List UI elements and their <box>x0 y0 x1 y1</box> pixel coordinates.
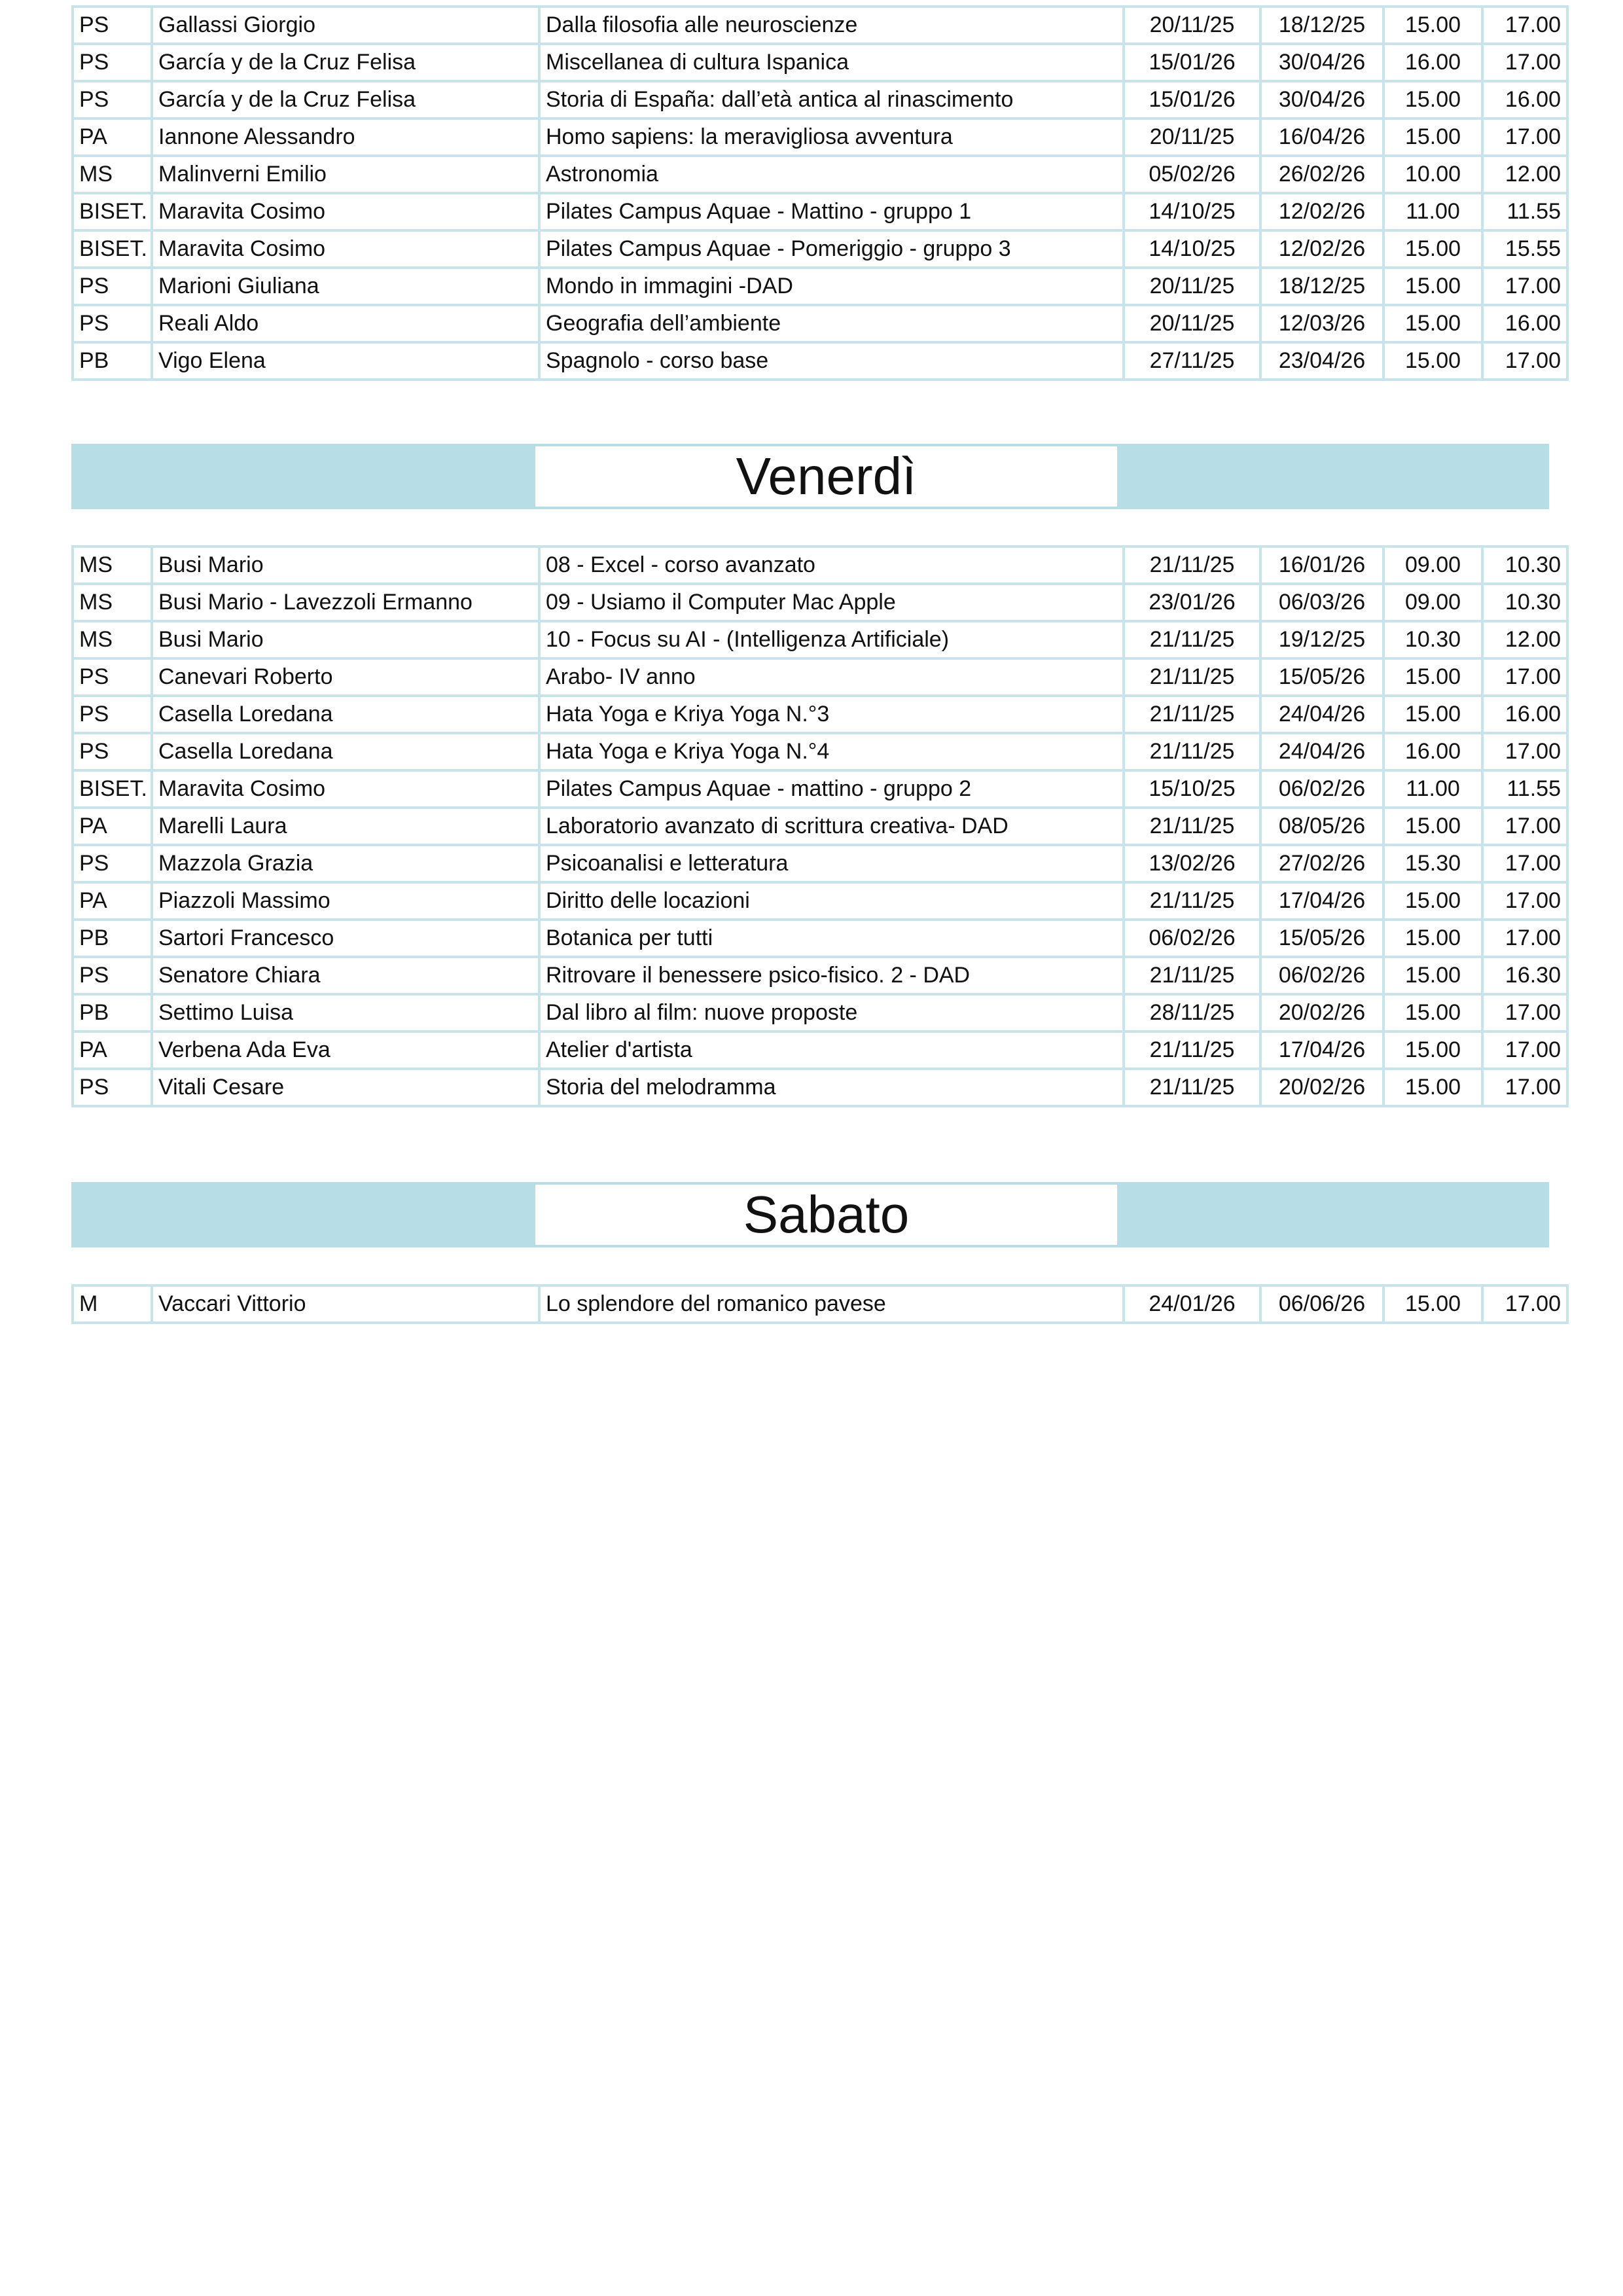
end-time-cell: 16.00 <box>1482 696 1567 733</box>
end-time-cell: 17.00 <box>1482 342 1567 380</box>
table-row <box>73 7 1567 44</box>
end-date-cell: 08/05/26 <box>1260 808 1383 845</box>
end-date-cell: 12/02/26 <box>1260 193 1383 230</box>
table-row <box>73 621 1567 658</box>
start-time-cell: 15.00 <box>1383 342 1482 380</box>
teacher-cell: Busi Mario <box>152 547 539 584</box>
teacher-cell: Sartori Francesco <box>152 920 539 957</box>
end-time-cell: 17.00 <box>1482 733 1567 770</box>
course-title-cell: Botanica per tutti <box>539 920 1124 957</box>
teacher-cell: Casella Loredana <box>152 696 539 733</box>
start-date-cell: 20/11/25 <box>1124 268 1260 305</box>
category-code-cell: PA <box>73 118 152 156</box>
table-row <box>73 44 1567 81</box>
table-row <box>73 342 1567 380</box>
schedule-table-top <box>71 5 1561 381</box>
start-time-cell: 15.00 <box>1383 957 1482 994</box>
table-row <box>73 118 1567 156</box>
start-time-cell: 11.00 <box>1383 770 1482 808</box>
course-title-cell: Arabo- IV anno <box>539 658 1124 696</box>
course-title-cell: Laboratorio avanzato di scrittura creativa- DAD <box>539 808 1124 845</box>
end-date-cell: 30/04/26 <box>1260 81 1383 118</box>
category-code-cell: MS <box>73 547 152 584</box>
teacher-cell: Verbena Ada Eva <box>152 1031 539 1069</box>
end-time-cell: 11.55 <box>1482 770 1567 808</box>
teacher-cell: Piazzoli Massimo <box>152 882 539 920</box>
start-date-cell: 21/11/25 <box>1124 1069 1260 1106</box>
end-time-cell: 17.00 <box>1482 1069 1567 1106</box>
start-time-cell: 15.00 <box>1383 920 1482 957</box>
table-row <box>73 957 1567 994</box>
end-date-cell: 12/02/26 <box>1260 230 1383 268</box>
start-time-cell: 15.00 <box>1383 7 1482 44</box>
teacher-cell: Vaccari Vittorio <box>152 1285 539 1323</box>
end-time-cell: 17.00 <box>1482 268 1567 305</box>
table-row <box>73 584 1567 621</box>
course-title-cell: Pilates Campus Aquae - Pomeriggio - gruppo 3 <box>539 230 1124 268</box>
teacher-cell: Iannone Alessandro <box>152 118 539 156</box>
end-date-cell: 26/02/26 <box>1260 156 1383 193</box>
teacher-cell: Marelli Laura <box>152 808 539 845</box>
table-row <box>73 81 1567 118</box>
start-date-cell: 21/11/25 <box>1124 733 1260 770</box>
start-time-cell: 15.00 <box>1383 808 1482 845</box>
teacher-cell: Canevari Roberto <box>152 658 539 696</box>
category-code-cell: MS <box>73 584 152 621</box>
end-time-cell: 16.00 <box>1482 81 1567 118</box>
end-date-cell: 16/04/26 <box>1260 118 1383 156</box>
category-code-cell: PS <box>73 957 152 994</box>
course-title-cell: Hata Yoga e Kriya Yoga N.°4 <box>539 733 1124 770</box>
end-time-cell: 17.00 <box>1482 1285 1567 1323</box>
end-date-cell: 17/04/26 <box>1260 882 1383 920</box>
schedule-table-venerdi <box>71 545 1561 1107</box>
table-row <box>73 733 1567 770</box>
teacher-cell: Senatore Chiara <box>152 957 539 994</box>
start-date-cell: 21/11/25 <box>1124 696 1260 733</box>
end-time-cell: 11.55 <box>1482 193 1567 230</box>
category-code-cell: MS <box>73 156 152 193</box>
category-code-cell: PA <box>73 882 152 920</box>
start-time-cell: 10.00 <box>1383 156 1482 193</box>
course-title-cell: Lo splendore del romanico pavese <box>539 1285 1124 1323</box>
course-title-cell: 08 - Excel - corso avanzato <box>539 547 1124 584</box>
category-code-cell: PS <box>73 658 152 696</box>
start-time-cell: 15.00 <box>1383 994 1482 1031</box>
start-time-cell: 15.30 <box>1383 845 1482 882</box>
table-row <box>73 994 1567 1031</box>
teacher-cell: Marioni Giuliana <box>152 268 539 305</box>
course-title-cell: Geografia dell’ambiente <box>539 305 1124 342</box>
start-date-cell: 28/11/25 <box>1124 994 1260 1031</box>
end-date-cell: 23/04/26 <box>1260 342 1383 380</box>
course-title-cell: 10 - Focus su AI - (Intelligenza Artificiale) <box>539 621 1124 658</box>
end-date-cell: 24/04/26 <box>1260 733 1383 770</box>
day-title: Venerdì <box>535 446 1117 507</box>
table-row <box>73 1031 1567 1069</box>
start-time-cell: 10.30 <box>1383 621 1482 658</box>
day-header-sabato <box>71 1182 1549 1247</box>
teacher-cell: Settimo Luisa <box>152 994 539 1031</box>
course-title-cell: Ritrovare il benessere psico-fisico. 2 - DAD <box>539 957 1124 994</box>
end-date-cell: 06/02/26 <box>1260 770 1383 808</box>
course-title-cell: Pilates Campus Aquae - mattino - gruppo 2 <box>539 770 1124 808</box>
category-code-cell: PA <box>73 808 152 845</box>
start-time-cell: 15.00 <box>1383 81 1482 118</box>
day-header-venerdi <box>71 444 1549 509</box>
end-date-cell: 19/12/25 <box>1260 621 1383 658</box>
table-row <box>73 845 1567 882</box>
start-date-cell: 15/10/25 <box>1124 770 1260 808</box>
start-date-cell: 27/11/25 <box>1124 342 1260 380</box>
category-code-cell: PB <box>73 994 152 1031</box>
start-time-cell: 11.00 <box>1383 193 1482 230</box>
end-time-cell: 17.00 <box>1482 7 1567 44</box>
end-time-cell: 12.00 <box>1482 621 1567 658</box>
teacher-cell: Casella Loredana <box>152 733 539 770</box>
end-time-cell: 17.00 <box>1482 1031 1567 1069</box>
category-code-cell: PS <box>73 268 152 305</box>
table-row <box>73 808 1567 845</box>
end-time-cell: 17.00 <box>1482 882 1567 920</box>
category-code-cell: M <box>73 1285 152 1323</box>
category-code-cell: PS <box>73 44 152 81</box>
end-time-cell: 17.00 <box>1482 920 1567 957</box>
table-row <box>73 920 1567 957</box>
course-title-cell: 09 - Usiamo il Computer Mac Apple <box>539 584 1124 621</box>
end-date-cell: 24/04/26 <box>1260 696 1383 733</box>
start-date-cell: 06/02/26 <box>1124 920 1260 957</box>
start-time-cell: 16.00 <box>1383 44 1482 81</box>
start-date-cell: 20/11/25 <box>1124 7 1260 44</box>
course-title-cell: Dal libro al film: nuove proposte <box>539 994 1124 1031</box>
end-date-cell: 27/02/26 <box>1260 845 1383 882</box>
start-date-cell: 14/10/25 <box>1124 230 1260 268</box>
end-time-cell: 15.55 <box>1482 230 1567 268</box>
start-date-cell: 21/11/25 <box>1124 621 1260 658</box>
teacher-cell: Reali Aldo <box>152 305 539 342</box>
end-date-cell: 20/02/26 <box>1260 994 1383 1031</box>
start-time-cell: 15.00 <box>1383 1285 1482 1323</box>
category-code-cell: PB <box>73 342 152 380</box>
start-time-cell: 09.00 <box>1383 584 1482 621</box>
end-time-cell: 16.00 <box>1482 305 1567 342</box>
end-date-cell: 18/12/25 <box>1260 7 1383 44</box>
start-time-cell: 15.00 <box>1383 658 1482 696</box>
category-code-cell: PS <box>73 81 152 118</box>
table-row <box>73 882 1567 920</box>
table-row <box>73 230 1567 268</box>
start-time-cell: 15.00 <box>1383 305 1482 342</box>
teacher-cell: Busi Mario <box>152 621 539 658</box>
start-date-cell: 21/11/25 <box>1124 547 1260 584</box>
start-date-cell: 21/11/25 <box>1124 957 1260 994</box>
course-title-cell: Storia di España: dall’età antica al rinascimento <box>539 81 1124 118</box>
start-date-cell: 15/01/26 <box>1124 81 1260 118</box>
start-date-cell: 21/11/25 <box>1124 658 1260 696</box>
course-title-cell: Pilates Campus Aquae - Mattino - gruppo 1 <box>539 193 1124 230</box>
course-table <box>71 1284 1569 1324</box>
category-code-cell: BISET. <box>73 770 152 808</box>
course-title-cell: Mondo in immagini -DAD <box>539 268 1124 305</box>
start-time-cell: 15.00 <box>1383 1031 1482 1069</box>
table-row <box>73 658 1567 696</box>
category-code-cell: PS <box>73 733 152 770</box>
end-date-cell: 16/01/26 <box>1260 547 1383 584</box>
start-date-cell: 20/11/25 <box>1124 118 1260 156</box>
course-title-cell: Spagnolo - corso base <box>539 342 1124 380</box>
end-date-cell: 17/04/26 <box>1260 1031 1383 1069</box>
category-code-cell: PS <box>73 1069 152 1106</box>
course-title-cell: Astronomia <box>539 156 1124 193</box>
course-title-cell: Atelier d'artista <box>539 1031 1124 1069</box>
end-time-cell: 12.00 <box>1482 156 1567 193</box>
end-time-cell: 17.00 <box>1482 845 1567 882</box>
table-row <box>73 696 1567 733</box>
start-date-cell: 21/11/25 <box>1124 1031 1260 1069</box>
start-date-cell: 14/10/25 <box>1124 193 1260 230</box>
teacher-cell: García y de la Cruz Felisa <box>152 44 539 81</box>
table-row <box>73 547 1567 584</box>
teacher-cell: Busi Mario - Lavezzoli Ermanno <box>152 584 539 621</box>
end-time-cell: 17.00 <box>1482 994 1567 1031</box>
end-time-cell: 10.30 <box>1482 547 1567 584</box>
start-time-cell: 15.00 <box>1383 118 1482 156</box>
category-code-cell: BISET. <box>73 230 152 268</box>
category-code-cell: MS <box>73 621 152 658</box>
table-row <box>73 156 1567 193</box>
day-title: Sabato <box>535 1185 1117 1245</box>
start-time-cell: 15.00 <box>1383 882 1482 920</box>
end-time-cell: 10.30 <box>1482 584 1567 621</box>
table-row <box>73 1069 1567 1106</box>
start-time-cell: 09.00 <box>1383 547 1482 584</box>
table-row <box>73 193 1567 230</box>
category-code-cell: BISET. <box>73 193 152 230</box>
course-title-cell: Dalla filosofia alle neuroscienze <box>539 7 1124 44</box>
start-date-cell: 15/01/26 <box>1124 44 1260 81</box>
category-code-cell: PA <box>73 1031 152 1069</box>
start-date-cell: 20/11/25 <box>1124 305 1260 342</box>
end-date-cell: 20/02/26 <box>1260 1069 1383 1106</box>
end-time-cell: 17.00 <box>1482 44 1567 81</box>
category-code-cell: PB <box>73 920 152 957</box>
start-date-cell: 23/01/26 <box>1124 584 1260 621</box>
end-date-cell: 15/05/26 <box>1260 658 1383 696</box>
end-date-cell: 06/03/26 <box>1260 584 1383 621</box>
teacher-cell: Vigo Elena <box>152 342 539 380</box>
teacher-cell: Maravita Cosimo <box>152 770 539 808</box>
table-row <box>73 770 1567 808</box>
end-date-cell: 30/04/26 <box>1260 44 1383 81</box>
table-row <box>73 268 1567 305</box>
end-date-cell: 06/02/26 <box>1260 957 1383 994</box>
start-date-cell: 05/02/26 <box>1124 156 1260 193</box>
category-code-cell: PS <box>73 696 152 733</box>
end-date-cell: 15/05/26 <box>1260 920 1383 957</box>
start-date-cell: 13/02/26 <box>1124 845 1260 882</box>
category-code-cell: PS <box>73 7 152 44</box>
course-table <box>71 545 1569 1107</box>
start-time-cell: 15.00 <box>1383 1069 1482 1106</box>
end-time-cell: 16.30 <box>1482 957 1567 994</box>
teacher-cell: Maravita Cosimo <box>152 193 539 230</box>
course-title-cell: Hata Yoga e Kriya Yoga N.°3 <box>539 696 1124 733</box>
course-title-cell: Storia del melodramma <box>539 1069 1124 1106</box>
start-date-cell: 21/11/25 <box>1124 882 1260 920</box>
end-date-cell: 18/12/25 <box>1260 268 1383 305</box>
start-time-cell: 16.00 <box>1383 733 1482 770</box>
end-time-cell: 17.00 <box>1482 658 1567 696</box>
start-date-cell: 21/11/25 <box>1124 808 1260 845</box>
course-title-cell: Homo sapiens: la meravigliosa avventura <box>539 118 1124 156</box>
end-time-cell: 17.00 <box>1482 118 1567 156</box>
schedule-table-sabato <box>71 1284 1561 1324</box>
start-time-cell: 15.00 <box>1383 268 1482 305</box>
category-code-cell: PS <box>73 305 152 342</box>
table-row <box>73 1285 1567 1323</box>
course-title-cell: Miscellanea di cultura Ispanica <box>539 44 1124 81</box>
end-time-cell: 17.00 <box>1482 808 1567 845</box>
teacher-cell: García y de la Cruz Felisa <box>152 81 539 118</box>
start-time-cell: 15.00 <box>1383 230 1482 268</box>
teacher-cell: Vitali Cesare <box>152 1069 539 1106</box>
teacher-cell: Maravita Cosimo <box>152 230 539 268</box>
start-date-cell: 24/01/26 <box>1124 1285 1260 1323</box>
table-row <box>73 305 1567 342</box>
course-title-cell: Psicoanalisi e letteratura <box>539 845 1124 882</box>
course-table <box>71 5 1569 381</box>
category-code-cell: PS <box>73 845 152 882</box>
end-date-cell: 12/03/26 <box>1260 305 1383 342</box>
teacher-cell: Mazzola Grazia <box>152 845 539 882</box>
end-date-cell: 06/06/26 <box>1260 1285 1383 1323</box>
teacher-cell: Gallassi Giorgio <box>152 7 539 44</box>
start-time-cell: 15.00 <box>1383 696 1482 733</box>
teacher-cell: Malinverni Emilio <box>152 156 539 193</box>
course-title-cell: Diritto delle locazioni <box>539 882 1124 920</box>
